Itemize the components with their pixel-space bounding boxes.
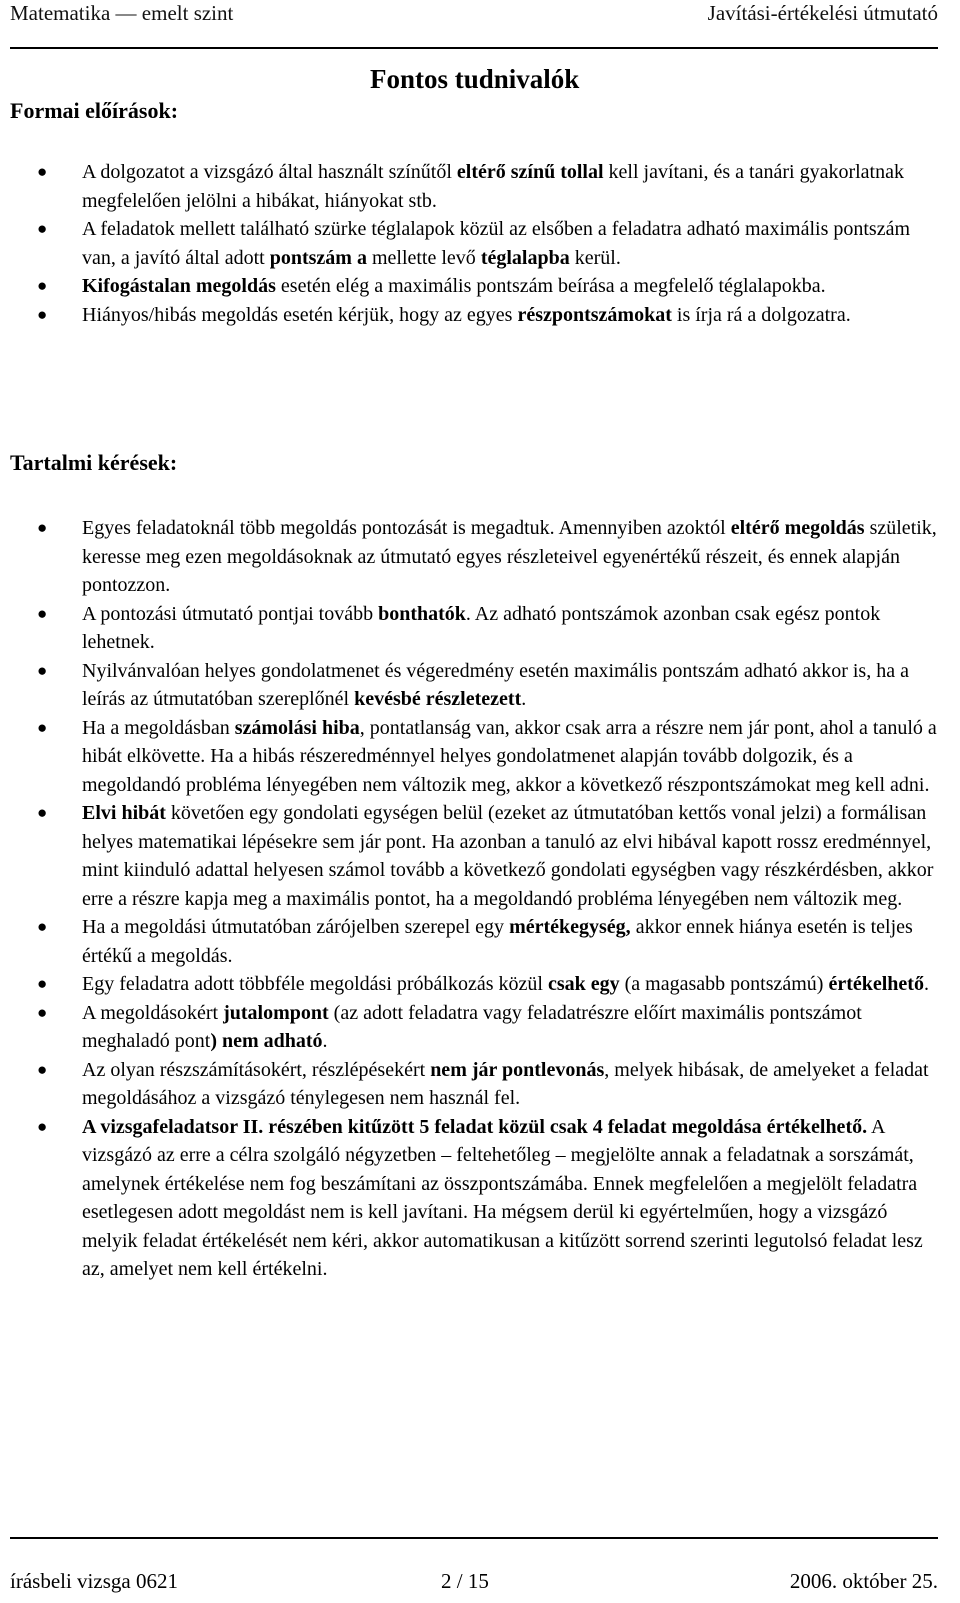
item-text: születik, keresse meg ezen megoldásoknak az útmutató egyes részleteivel egyenértékű részeit, és ennek alapján pontozzon. bbox=[82, 517, 937, 596]
page-title: Fontos tudnivalók bbox=[370, 64, 580, 94]
bullet-icon: ● bbox=[37, 660, 48, 680]
bold-text: kevésbé részletezett bbox=[354, 688, 522, 710]
item-text: A megoldásokért bbox=[82, 1001, 224, 1024]
bullet-icon: ● bbox=[37, 304, 48, 324]
bullet-icon: ● bbox=[37, 974, 48, 993]
bullet-icon: ● bbox=[37, 1116, 48, 1136]
list-item bbox=[0, 272, 940, 301]
list-item bbox=[0, 600, 940, 657]
bullet-icon: ● bbox=[37, 1002, 48, 1022]
footer-rule bbox=[10, 1537, 938, 1539]
item-text: Hiányos/hibás megoldás esetén kérjük, hogy az egyes bbox=[82, 303, 518, 326]
bold-text: értékelhető bbox=[828, 973, 924, 995]
item-text: Egy feladatra adott többféle megoldási próbálkozás közül bbox=[82, 973, 548, 995]
list-item bbox=[0, 301, 940, 330]
item-text: kerül. bbox=[569, 246, 621, 269]
item-text: . bbox=[923, 973, 929, 995]
bold-text: eltérő megoldás bbox=[730, 517, 865, 539]
item-text: Nyilvánvalóan helyes gondolatmenet és végeredmény esetén maximális pontszám adható akkor is, ha a leírás az útmutatóban szereplőnél bbox=[82, 659, 909, 710]
item-text: , pontatlanság van, akkor csak arra a részre nem jár pont, ahol a tanuló a hibát elkövette. Ha a hibás részeredménnyel helyes gondolatmenet alapján tovább dolgozik, és a megoldandó probléma lényegében nem változik meg, akkor a következő részpontszámokat meg kell adni. bbox=[82, 716, 937, 796]
footer-date: 2006. október 25. bbox=[789, 1569, 938, 1593]
list-item bbox=[0, 1056, 940, 1113]
item-text: (a magasabb pontszámú) bbox=[619, 973, 829, 995]
bullet-icon: ● bbox=[37, 603, 48, 623]
bold-text: nem jár pontlevonás bbox=[430, 1058, 605, 1081]
bold-text: pontszám a bbox=[269, 246, 367, 269]
bullet-icon: ● bbox=[37, 276, 48, 295]
item-text: (az adott feladatra vagy feladatrészre előírt maximális pontszámot meghaladó pont bbox=[82, 1001, 862, 1052]
bullet-icon: ● bbox=[37, 1059, 48, 1079]
item-text: esetén elég a maximális pontszám beírása a megfelelő téglalapokba. bbox=[275, 275, 826, 297]
item-text: akkor ennek hiánya esetén is teljes értékű a megoldás. bbox=[82, 916, 913, 967]
bold-text: Elvi hibát bbox=[82, 802, 166, 824]
bullet-icon: ● bbox=[37, 518, 48, 537]
bold-text: bonthatók bbox=[378, 602, 466, 625]
bold-text: A vizsgafeladatsor II. részében kitűzött 5 feladat közül csak 4 feladat megoldása értékelhető. bbox=[82, 1115, 868, 1138]
section-title-formal: Formai előírások: bbox=[10, 98, 179, 123]
item-text: . bbox=[322, 1030, 328, 1052]
item-text: . bbox=[521, 688, 527, 710]
item-text: , melyek hibásak, de amelyeket a feladat megoldásához a vizsgázó ténylegesen nem használ fel. bbox=[82, 1058, 929, 1109]
list-item bbox=[0, 799, 940, 913]
item-text: Egyes feladatoknál több megoldás pontozását is megadtuk. Amennyiben azoktól bbox=[82, 517, 731, 539]
header-rule bbox=[10, 47, 938, 49]
item-text: Az olyan részszámításokért, részlépésekért bbox=[82, 1058, 431, 1081]
bold-text: mértékegység, bbox=[509, 916, 631, 938]
list-item bbox=[0, 158, 940, 215]
page-header bbox=[0, 0, 960, 52]
header-subject: Matematika — emelt szint bbox=[10, 1, 234, 25]
footer-exam-code: írásbeli vizsga 0621 bbox=[10, 1569, 178, 1593]
list-item bbox=[0, 514, 940, 600]
bold-text: csak egy bbox=[547, 973, 620, 995]
formal-requirements-list bbox=[0, 158, 940, 329]
item-text: mellette levő bbox=[366, 246, 481, 269]
bold-text: téglalapba bbox=[480, 246, 570, 269]
section-title-content: Tartalmi kérések: bbox=[10, 450, 178, 475]
header-doc-type: Javítási-értékelési útmutató bbox=[707, 1, 938, 25]
item-text: Ha a megoldásban bbox=[82, 716, 235, 739]
bold-text: számolási hiba bbox=[234, 716, 360, 739]
item-text: . Az adható pontszámok azonban csak egész pontok lehetnek. bbox=[82, 602, 881, 653]
list-item bbox=[0, 999, 940, 1056]
item-text: A feladatok mellett található szürke téglalapok közül az elsőben a feladatra adható maximális pontszám van, a javító által adott bbox=[82, 218, 911, 269]
bold-text: jutalompont bbox=[223, 1001, 329, 1024]
list-item bbox=[0, 913, 940, 970]
item-text: követően egy gondolati egységen belül (ezeket az útmutatóban kettős vonal jelzi) a formálisan helyes matematikai lépésekre sem jár pont. Ha azonban a tanuló az elvi hibával kapott rossz eredménnyel, mint kiinduló adattal helyesen számol tovább a következő gondolati egységben vagy részkérdésben, akkor erre a részre kapja meg a maximális pontot, ha a megoldandó probléma lényegében nem változik meg. bbox=[82, 802, 934, 910]
item-text: A vizsgázó az erre a célra szolgáló négyzetben – feltehetőleg – megjelölte annak a feladatnak a sorszámát, amelynek értékelése nem fog beszámítani az összpontszámába. Ennek megfelelően a megjelölt feladatra esetlegesen adott megoldást nem is kell javítani. Ha mégsem derül ki egyértelműen, hogy a vizsgázó melyik feladat értékelését nem kéri, akkor automatikusan a kitűzött sorrend szerinti legutolsó feladat lesz az, amelyet nem kell értékelni. bbox=[82, 1115, 923, 1280]
item-text: A pontozási útmutató pontjai tovább bbox=[82, 602, 379, 625]
footer-page-number: 2 / 15 bbox=[441, 1569, 489, 1593]
bullet-icon: ● bbox=[37, 162, 48, 181]
item-text: A dolgozatot a vizsgázó által használt színűtől bbox=[82, 161, 457, 183]
item-text: kell javítani, és a tanári gyakorlatnak megfelelően jelölni a hibákat, hiányokat stb. bbox=[82, 161, 904, 212]
bullet-icon: ● bbox=[37, 219, 48, 238]
list-item bbox=[0, 714, 940, 800]
bold-text: Kifogástalan megoldás bbox=[82, 275, 276, 297]
bold-text: eltérő színű tollal bbox=[456, 161, 604, 183]
list-item bbox=[0, 657, 940, 714]
item-text: is írja rá a dolgozatra. bbox=[671, 303, 851, 326]
list-item bbox=[0, 970, 940, 999]
content-requirements-list bbox=[0, 514, 940, 1284]
bullet-icon: ● bbox=[37, 803, 48, 822]
bold-text: ) nem adható bbox=[210, 1030, 323, 1052]
list-item bbox=[0, 215, 940, 272]
bullet-icon: ● bbox=[37, 717, 48, 737]
bullet-icon: ● bbox=[37, 917, 48, 936]
item-text: Ha a megoldási útmutatóban zárójelben szerepel egy bbox=[82, 916, 510, 938]
bold-text: részpontszámokat bbox=[517, 303, 672, 326]
list-item bbox=[0, 1113, 940, 1284]
